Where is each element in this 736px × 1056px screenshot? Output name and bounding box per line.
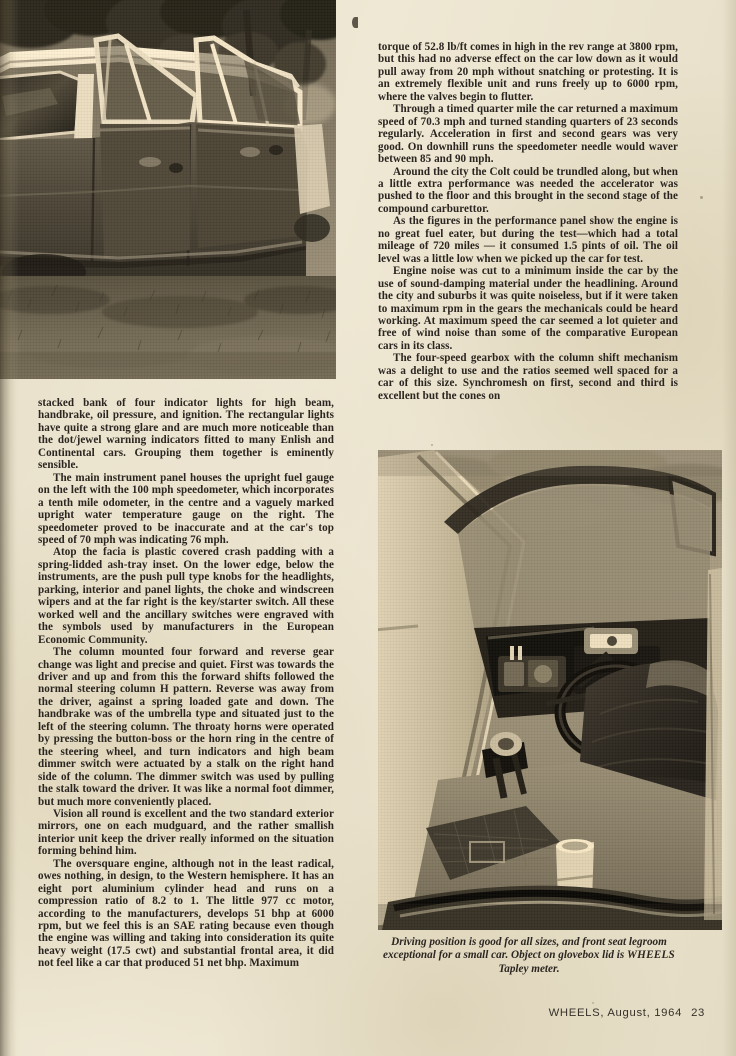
paragraph: torque of 52.8 lb/ft comes in high in the rev range at 3800 rpm, but this had no adverse effect on the car low down as it would pull away from 20 mph without snatching or protesting. It is an extremely flexible unit and runs freely up to 6000 rpm, where the valves begin to flutter. xyxy=(378,41,678,103)
paragraph: Atop the facia is plastic covered crash padding with a spring-lidded ash-tray inset. On the lower edge, below the instruments, are the push pull type knobs for the headlights, parking, interior and panel lights, the choke and windscreen wipers and at the far right is the key/starter switch. All these worked well and the ancillary switches were engraved with the symbols used by manufacturers in the European Economic Community. xyxy=(38,546,334,646)
paragraph: As the figures in the performance panel show the engine is no great fuel eater, but during the test—which had a total mileage of 720 miles — it consumed 1.5 pints of oil. The oil level was a little low when we picked up the car for test. xyxy=(378,215,678,265)
paragraph: The oversquare engine, although not in the least radical, owes nothing, in design, to the Western hemisphere. It has an eight port aluminium cylinder head and runs on a compression ratio of 8.2 to 1. The little 977 cc motor, according to the manufacturers, develops 51 bhp at 6000 rpm, but we feel this is an SAE rating because even though the engine was willing and taking into consideration its quite heavy weight (17.5 cwt) and substantial frontal area, it did not feel like a car that produced 51 net bhp. Maximum xyxy=(38,857,334,970)
ink-mark xyxy=(352,17,358,28)
caption-line-2: legroom exceptional for a small car. Object on xyxy=(383,936,667,962)
paragraph: Around the city the Colt could be trundled along, but when a little extra performance was needed the accelerator was pushed to the floor and this brought in the second stage of the compound carburettor. xyxy=(378,165,678,215)
caption-brand: WHEELS xyxy=(626,949,675,962)
tapley-meter-object xyxy=(584,628,638,654)
photo-interior-graphic xyxy=(378,450,722,930)
page-edge-shadow xyxy=(722,0,736,1056)
paragraph: Through a timed quarter mile the car returned a maximum speed of 70.3 mph and turned standing quarters of 23 seconds regularly. Acceleration in first and second gears was very good. On downhill runs the speedometer needle would waver between 85 and 90 mph. xyxy=(378,103,678,166)
page-number: 23 xyxy=(691,1007,705,1019)
body-text-right-column xyxy=(378,41,678,402)
photo-exterior-graphic xyxy=(0,0,336,379)
caption-line-3-post: Tapley meter. xyxy=(498,962,560,975)
paper-speck xyxy=(431,444,433,446)
body-text-left-column xyxy=(38,397,334,970)
caption-line-1: Driving position is good for all sizes, and front seat xyxy=(391,936,627,948)
paragraph: stacked bank of four indicator lights for high beam, handbrake, oil pressure, and ignition. The rectangular lights have quite a strong glare and are much more noticeable than the dot/jewel warning indicators fitted to many Enlish and Continental cars. Grouping them together is eminently sensible. xyxy=(38,397,334,472)
paragraph: The four-speed gearbox with the column shift mechanism was a delight to use and the ratios seemed well spaced for a car of this size. Synchromesh on first, second and third is excellent but the cones on xyxy=(378,352,678,402)
photo-car-exterior xyxy=(0,0,336,379)
page-footer xyxy=(0,1007,705,1019)
photo-caption xyxy=(374,936,684,976)
paper-speck xyxy=(592,1002,594,1004)
paper-speck xyxy=(700,196,703,199)
footer-publication-line: WHEELS, August, 1964 xyxy=(548,1007,683,1019)
caption-line-3-pre: glovebox lid is xyxy=(558,949,627,962)
paragraph: The column mounted four forward and reverse gear change was light and precise and quiet. First was towards the driver and up and from this the forward shifts followed the normal steering column H pattern. Reverse was away from the driver, against a spring loaded gate and down. The handbrake was of the umbrella type and situated just to the left of the steering column. The throaty horns were operated by pressing the button-boss or the horn ring in the centre of the steering wheel, and turn indicators and high beam dimmer switch were actuated by a stalk on the right hand side of the column. The dimmer switch was used by pulling the stalk toward the driver. It was like a normal foot dimmer, but much more conveniently placed. xyxy=(38,646,334,808)
paragraph: The main instrument panel houses the upright fuel gauge on the left with the 100 mph speedometer, which incorporates a tenth mile odometer, in the centre and a vaguely marked upright water temperature gauge on the right. The speedometer proved to be inaccurate and at the car's top speed of 70 mph was indicating 76 mph. xyxy=(38,471,334,546)
paragraph: Vision all round is excellent and the two standard exterior mirrors, one on each mudguard, and the rather smallish interior unit keep the driver really informed on the situation forming behind him. xyxy=(38,807,334,858)
paragraph: Engine noise was cut to a minimum inside the car by the use of sound-damping material under the headlining. Around the city and suburbs it was quite noiseless, but if it were taken to maximum rpm in the gears the mechanicals could be heard working. At maximum speed the car seemed a lot quieter and free of wind noise than some of the comparative European cars in its class. xyxy=(378,265,678,352)
photo-car-interior xyxy=(378,450,722,930)
